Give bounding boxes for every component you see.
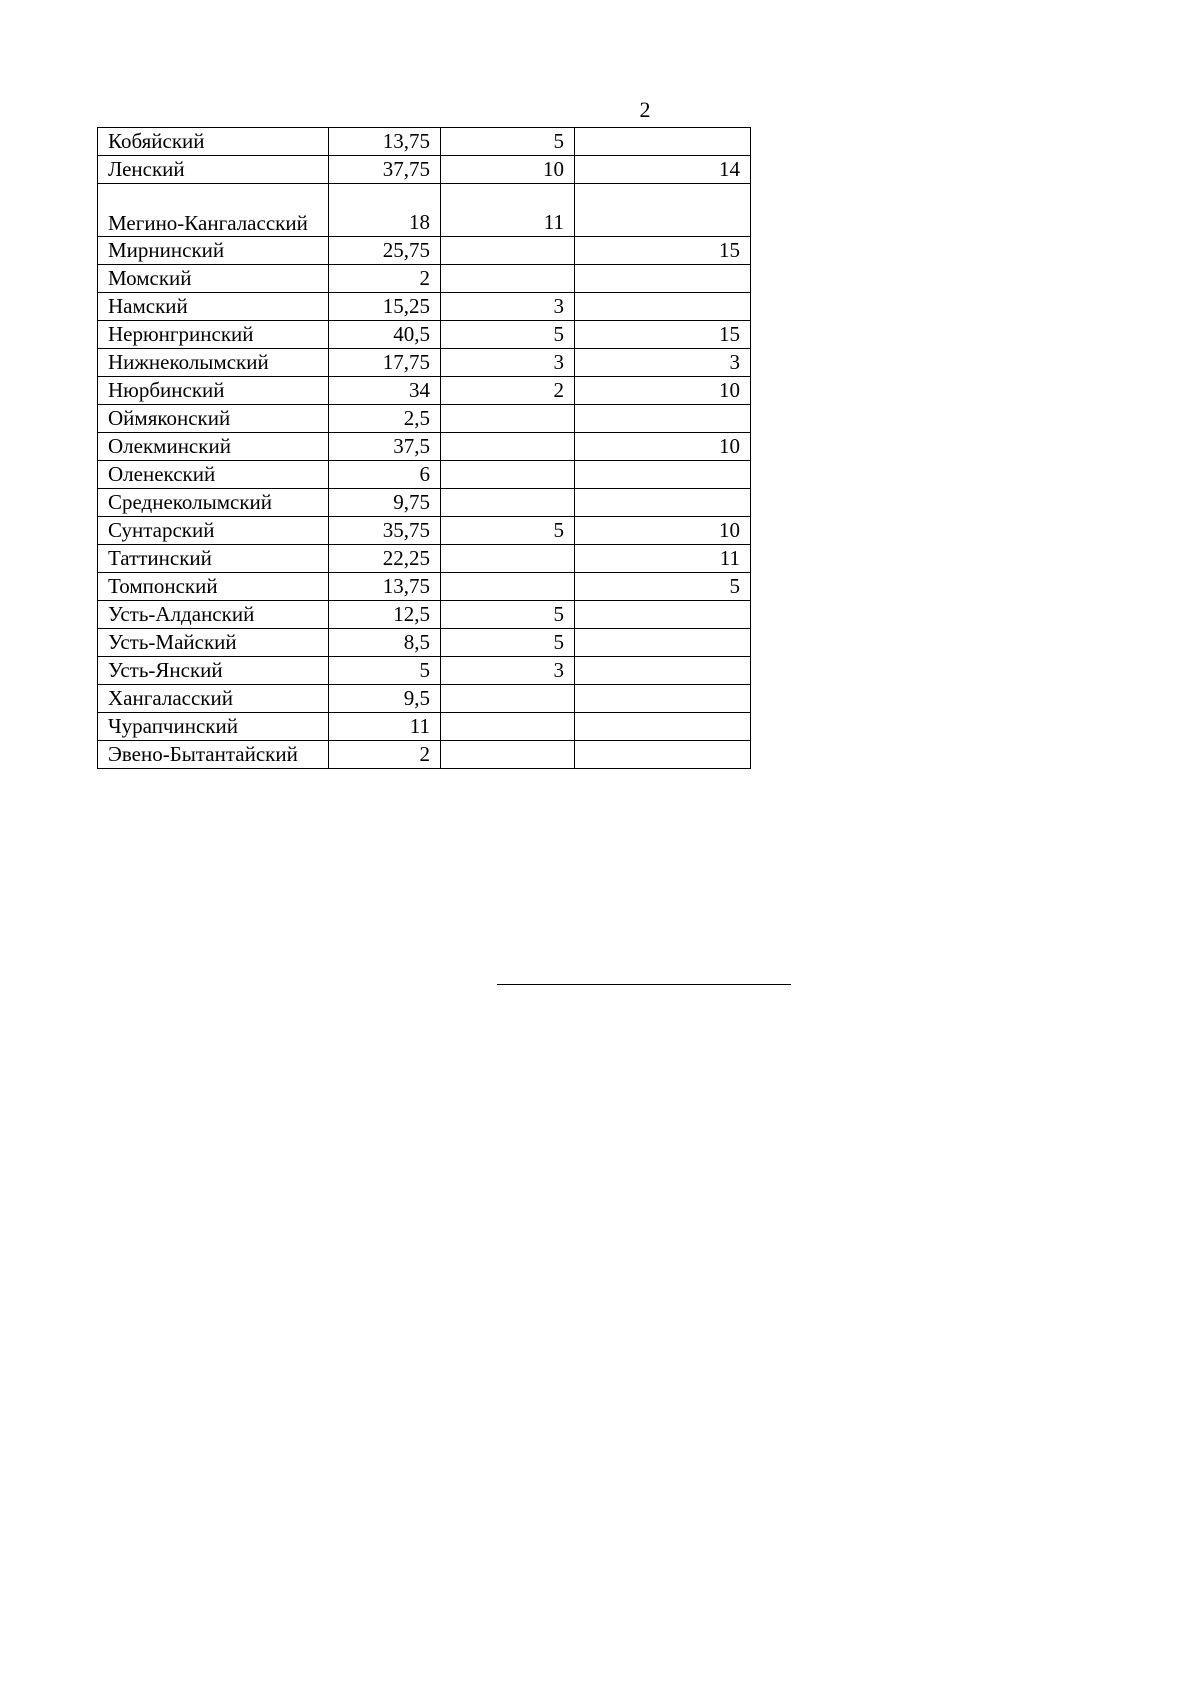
- table-row: [98, 489, 751, 517]
- value-col-3: [575, 293, 751, 321]
- value-col-2: [441, 405, 575, 433]
- value-col-1: 2: [329, 265, 441, 293]
- value-col-2: 2: [441, 377, 575, 405]
- value-col-3: 10: [575, 433, 751, 461]
- value-col-2: [441, 741, 575, 769]
- table-row: [98, 517, 751, 545]
- district-name: Чурапчинский: [98, 713, 329, 741]
- value-col-2: [441, 713, 575, 741]
- table-row: [98, 685, 751, 713]
- district-name: Намский: [98, 293, 329, 321]
- value-col-3: 10: [575, 517, 751, 545]
- value-col-1: 13,75: [329, 128, 441, 156]
- value-col-1: 40,5: [329, 321, 441, 349]
- district-name: Хангаласский: [98, 685, 329, 713]
- value-col-3: [575, 489, 751, 517]
- value-col-1: 25,75: [329, 237, 441, 265]
- table-row: [98, 265, 751, 293]
- value-col-2: 5: [441, 601, 575, 629]
- value-col-2: 3: [441, 293, 575, 321]
- district-name: Усть-Майский: [98, 629, 329, 657]
- table-row: [98, 545, 751, 573]
- value-col-3: [575, 685, 751, 713]
- value-col-1: 5: [329, 657, 441, 685]
- value-col-2: [441, 573, 575, 601]
- district-name: Нижнеколымский: [98, 349, 329, 377]
- district-name: Момский: [98, 265, 329, 293]
- value-col-2: 5: [441, 517, 575, 545]
- table-row: [98, 156, 751, 184]
- value-col-2: [441, 237, 575, 265]
- value-col-2: 3: [441, 657, 575, 685]
- value-col-3: [575, 461, 751, 489]
- value-col-3: 11: [575, 545, 751, 573]
- value-col-3: [575, 713, 751, 741]
- district-name: Кобяйский: [98, 128, 329, 156]
- value-col-3: [575, 184, 751, 237]
- page-number: 2: [639, 97, 651, 122]
- table-row: [98, 741, 751, 769]
- district-name: Сунтарский: [98, 517, 329, 545]
- value-col-1: 2: [329, 741, 441, 769]
- value-col-2: [441, 489, 575, 517]
- table-row: [98, 573, 751, 601]
- district-name: Нюрбинский: [98, 377, 329, 405]
- value-col-1: 34: [329, 377, 441, 405]
- table-row: [98, 293, 751, 321]
- district-name: Оймяконский: [98, 405, 329, 433]
- district-name: Ленский: [98, 156, 329, 184]
- value-col-2: [441, 545, 575, 573]
- value-col-1: 13,75: [329, 573, 441, 601]
- table-row: [98, 405, 751, 433]
- table-row: [98, 377, 751, 405]
- district-name: Томпонский: [98, 573, 329, 601]
- district-table-body: [98, 128, 751, 769]
- value-col-3: 14: [575, 156, 751, 184]
- value-col-2: 5: [441, 128, 575, 156]
- district-name: Среднеколымский: [98, 489, 329, 517]
- value-col-3: [575, 265, 751, 293]
- value-col-1: 12,5: [329, 601, 441, 629]
- value-col-1: 37,75: [329, 156, 441, 184]
- district-name: Мирнинский: [98, 237, 329, 265]
- value-col-2: [441, 433, 575, 461]
- value-col-1: 9,5: [329, 685, 441, 713]
- district-name: Олекминский: [98, 433, 329, 461]
- district-table: [97, 127, 751, 769]
- value-col-1: 22,25: [329, 545, 441, 573]
- value-col-3: 3: [575, 349, 751, 377]
- value-col-3: [575, 657, 751, 685]
- table-row: [98, 629, 751, 657]
- district-name: Усть-Алданский: [98, 601, 329, 629]
- value-col-1: 35,75: [329, 517, 441, 545]
- value-col-1: 8,5: [329, 629, 441, 657]
- value-col-3: [575, 741, 751, 769]
- value-col-2: 10: [441, 156, 575, 184]
- value-col-1: 18: [329, 184, 441, 237]
- value-col-1: 9,75: [329, 489, 441, 517]
- value-col-1: 37,5: [329, 433, 441, 461]
- value-col-3: [575, 629, 751, 657]
- value-col-2: 11: [441, 184, 575, 237]
- table-row: [98, 461, 751, 489]
- value-col-3: 15: [575, 237, 751, 265]
- value-col-2: 5: [441, 321, 575, 349]
- value-col-2: [441, 265, 575, 293]
- table-row: [98, 184, 751, 237]
- value-col-1: 17,75: [329, 349, 441, 377]
- value-col-1: 15,25: [329, 293, 441, 321]
- value-col-3: [575, 405, 751, 433]
- value-col-1: 11: [329, 713, 441, 741]
- value-col-3: 10: [575, 377, 751, 405]
- value-col-3: [575, 601, 751, 629]
- value-col-3: [575, 128, 751, 156]
- district-name: Таттинский: [98, 545, 329, 573]
- table-row: [98, 601, 751, 629]
- district-name: Мегино-Кангаласский: [98, 184, 329, 237]
- table-row: [98, 237, 751, 265]
- table-row: [98, 349, 751, 377]
- table-row: [98, 128, 751, 156]
- district-name: Оленекский: [98, 461, 329, 489]
- value-col-2: [441, 685, 575, 713]
- district-name: Усть-Янский: [98, 657, 329, 685]
- table-row: [98, 713, 751, 741]
- table-row: [98, 433, 751, 461]
- value-col-2: 5: [441, 629, 575, 657]
- value-col-1: 2,5: [329, 405, 441, 433]
- table-row: [98, 321, 751, 349]
- end-of-document-rule: [497, 984, 791, 985]
- value-col-1: 6: [329, 461, 441, 489]
- value-col-2: 3: [441, 349, 575, 377]
- district-name: Нерюнгринский: [98, 321, 329, 349]
- district-name: Эвено-Бытантайский: [98, 741, 329, 769]
- value-col-2: [441, 461, 575, 489]
- value-col-3: 5: [575, 573, 751, 601]
- table-row: [98, 657, 751, 685]
- value-col-3: 15: [575, 321, 751, 349]
